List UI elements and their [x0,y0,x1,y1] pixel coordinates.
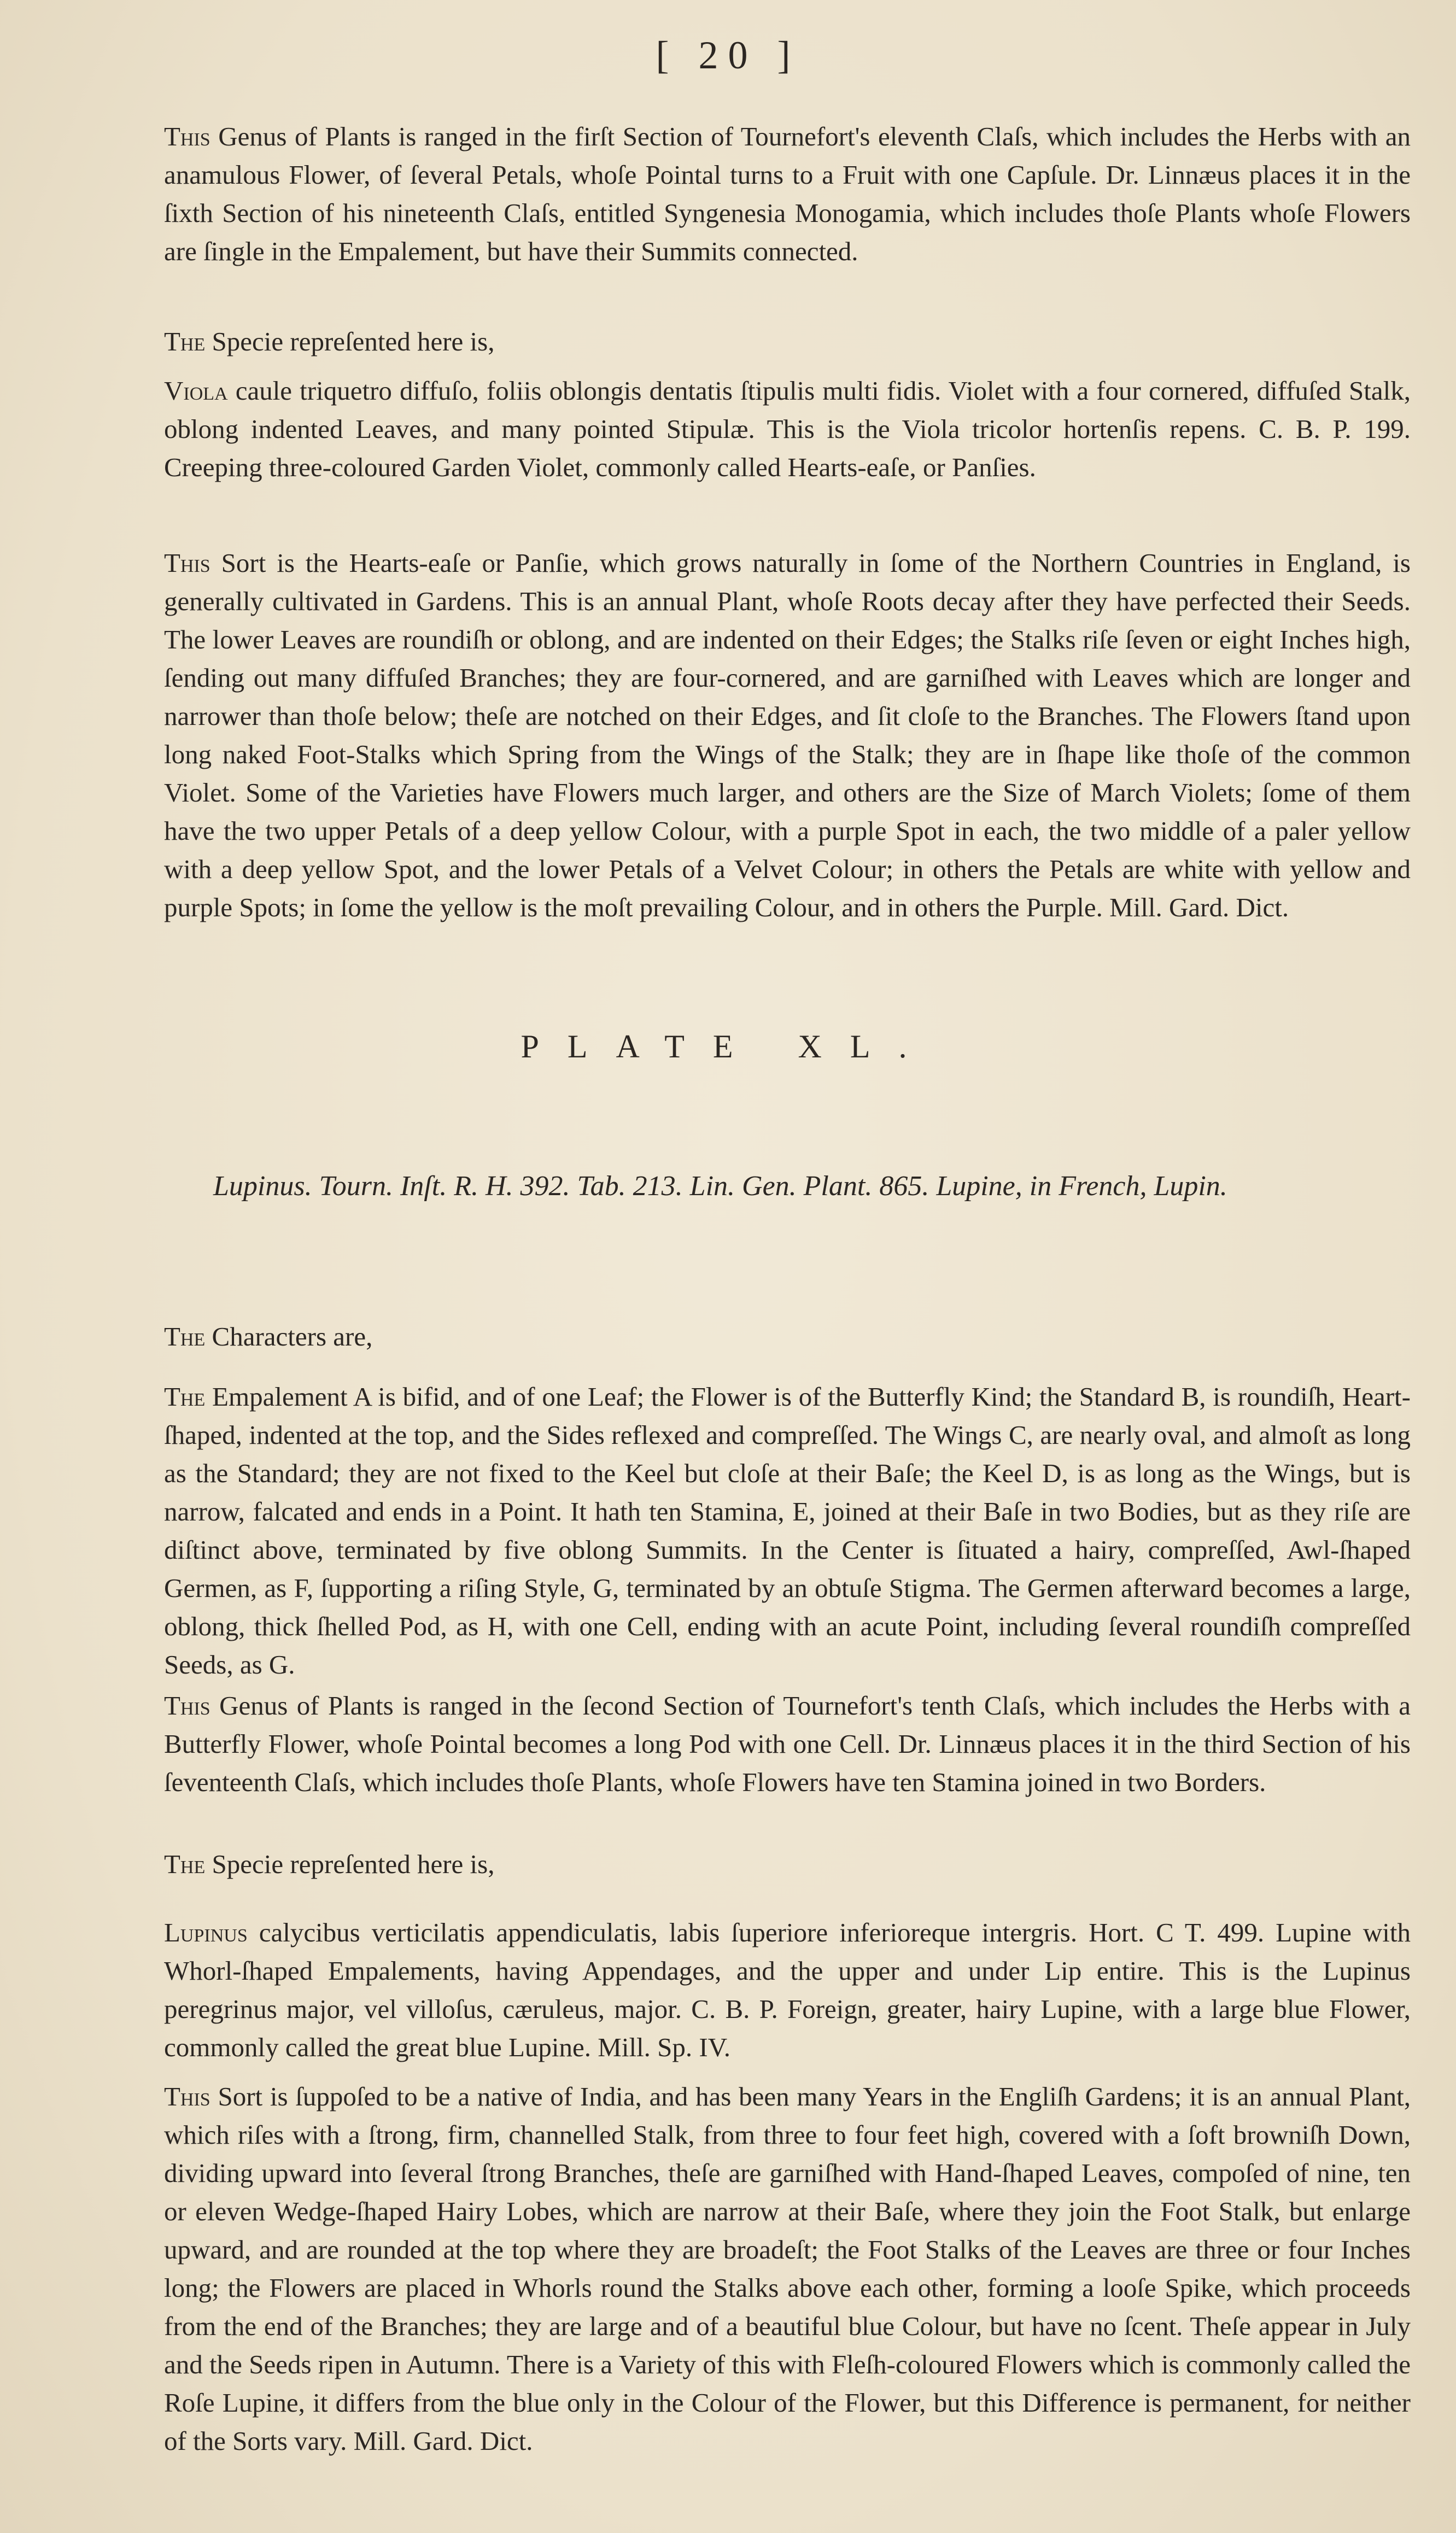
paragraph-viola-specie-intro [164,323,1411,361]
paragraph-lead: This [164,2081,210,2111]
paragraph-viola-specie [164,372,1411,487]
paragraph-lead: This [164,1690,210,1721]
paragraph-lead: The [164,1382,206,1412]
page-number: [ 20 ] [656,33,800,77]
paragraph-body: calycibus verticilatis appendiculatis, labis ſuperiore inferioreque intergris. Hort. C T. 499. Lupine with Whorl-ſhaped Empalements, having Appendages, and the upper and under Lip entire. This is the Lupinus peregrinus major, vel villoſus, cæruleus, major. C. B. P. Foreign, greater, hairy Lupine, with a large blue Flower, commonly called the great blue Lupine. Mill. Sp. IV. [164,1917,1411,2062]
paragraph-lupinus-specie-intro [164,1845,1411,1883]
paragraph-body: Characters are, [205,1321,373,1352]
paragraph-lupinus-specie [164,1914,1411,2067]
paragraph-body: Sort is the Hearts-eaſe or Panſie, which grows naturally in ſome of the Northern Countries in England, is generally cultivated in Gardens. This is an annual Plant, whoſe Roots decay after they have perfected their Seeds. The lower Leaves are roundiſh or oblong, and are indented on their Edges; the Stalks riſe ſeven or eight Inches high, ſending out many diffuſed Branches; they are four-cornered, and are garniſhed with Leaves which are longer and narrower than thoſe below; theſe are notched on their Edges, and ſit cloſe to the Branches. The Flowers ſtand upon long naked Foot-Stalks which Spring from the Wings of the Stalk; they are in ſhape like thoſe of the common Violet. Some of the Varieties have Flowers much larger, and others are the Size of March Violets; ſome of them have the two upper Petals of a deep yellow Colour, with a purple Spot in each, the two middle of a paler yellow with a deep yellow Spot, and the lower Petals of a Velvet Colour; in others the Petals are white with yellow and purple Spots; in ſome the yellow is the moſt prevailing Colour, and in others the Purple. Mill. Gard. Dict. [164,548,1411,922]
paragraph-viola-description [164,544,1411,927]
paragraph-body: Sort is ſuppoſed to be a native of India, and has been many Years in the Engliſh Gardens; it is an annual Plant, which riſes with a ſtrong, firm, channelled Stalk, from three to four feet high, covered with a ſoft browniſh Down, dividing upward into ſeveral ſtrong Branches, theſe are garniſhed with Hand-ſhaped Leaves, compoſed of nine, ten or eleven Wedge-ſhaped Hairy Lobes, which are narrow at their Baſe, where they join the Foot Stalk, but enlarge upward, and are rounded at the top where they are broadeſt; the Foot Stalks of the Leaves are three or four Inches long; the Flowers are placed in Whorls round the Stalks above each other, forming a looſe Spike, which proceeds from the end of the Branches; they are large and of a beautiful blue Colour, but have no ſcent. Theſe appear in July and the Seeds ripen in Autumn. There is a Variety of this with Fleſh-coloured Flowers which is commonly called the Roſe Lupine, it differs from the blue only in the Colour of the Flower, but this Difference is permanent, for neither of the Sorts vary. Mill. Gard. Dict. [164,2081,1411,2456]
paragraph-lead: Viola [164,376,228,406]
paragraph-lead: Lupinus [164,1917,248,1947]
paragraph-lupinus-description [164,2078,1411,2460]
paragraph-lead: The [164,1849,206,1879]
paragraph-body: Specie repreſented here is, [205,326,495,356]
paragraph-body: Genus of Plants is ranged in the ſecond Section of Tournefort's tenth Claſs, which includes the Herbs with a Butterfly Flower, whoſe Pointal becomes a long Pod with one Cell. Dr. Linnæus places it in the third Section of his ſeventeenth Claſs, which includes thoſe Plants, whoſe Flowers have ten Stamina joined in two Borders. [164,1690,1411,1797]
paragraph-viola-genus [164,118,1411,271]
paragraph-body: Specie repreſented here is, [205,1849,495,1879]
paragraph-body: Genus of Plants is ranged in the firſt Section of Tournefort's eleventh Claſs, which includes the Herbs with an anamulous Flower, of ſeveral Petals, whoſe Pointal turns to a Fruit with one Capſule. Dr. Linnæus places it in the ſixth Section of his nineteenth Claſs, entitled Syngenesia Monogamia, which includes thoſe Plants whoſe Flowers are ſingle in the Empalement, but have their Summits connected. [164,121,1411,266]
plate-heading: PLATE XL. [521,1028,935,1064]
paragraph-lead: This [164,121,210,151]
paragraph-body: Empalement A is bifid, and of one Leaf; the Flower is of the Butterfly Kind; the Standard B, is roundiſh, Heart-ſhaped, indented at the top, and the Sides reflexed and compreſſed. The Wings C, are nearly oval, and almoſt as long as the Standard; they are not fixed to the Keel but cloſe at their Baſe; the Keel D, is as long as the Wings, but is narrow, falcated and ends in a Point. It hath ten Stamina, E, joined at their Baſe in two Bodies, but as they riſe are diſtinct above, terminated by five oblong Summits. In the Center is ſituated a hairy, compreſſed, Awl-ſhaped Germen, as F, ſupporting a riſing Style, G, terminated by an obtuſe Stigma. The Germen afterward becomes a large, oblong, thick ſhelled Pod, as H, with one Cell, ending with an acute Point, including ſeveral roundiſh compreſſed Seeds, as G. [164,1382,1411,1680]
paragraph-lead: The [164,1321,206,1352]
lupinus-reference: Lupinus. Tourn. Inſt. R. H. 392. Tab. 213. Lin. Gen. Plant. 865. Lupine, in French, Lupin. [213,1171,1227,1202]
paragraph-lupinus-genus [164,1687,1411,1801]
paragraph-lead: This [164,548,210,578]
paragraph-characters-intro [164,1318,1411,1356]
paragraph-lupinus-characters [164,1378,1411,1684]
paragraph-lead: The [164,326,206,356]
paragraph-body: caule triquetro diffuſo, foliis oblongis dentatis ſtipulis multi fidis. Violet with a four cornered, diffuſed Stalk, oblong indented Leaves, and many pointed Stipulæ. This is the Viola tricolor hortenſis repens. C. B. P. 199. Creeping three-coloured Garden Violet, commonly called Hearts-eaſe, or Panſies. [164,376,1411,482]
